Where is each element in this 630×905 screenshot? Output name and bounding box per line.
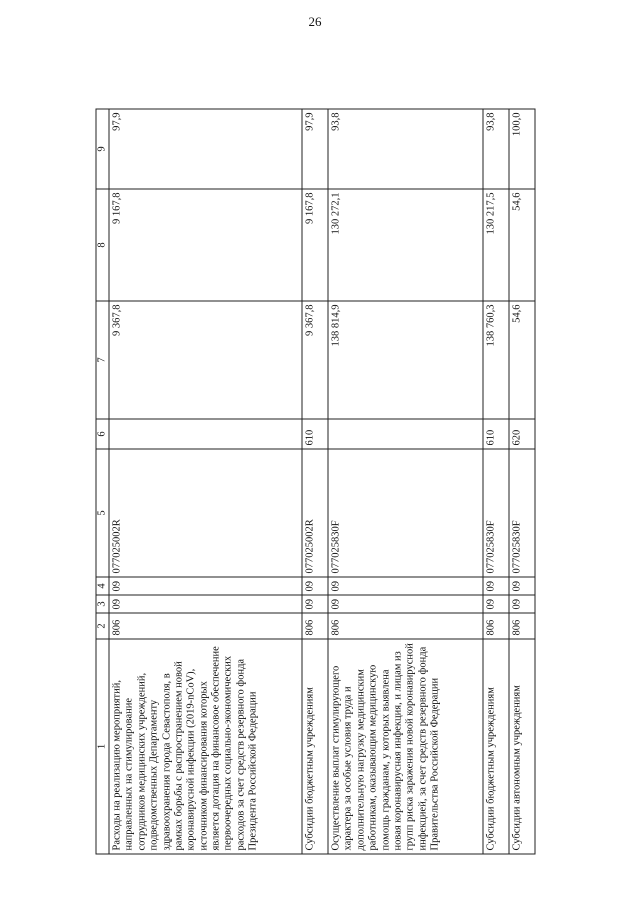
col-header: 7	[96, 301, 109, 419]
cell-percent: 100,0	[508, 109, 534, 189]
cell-target-code: 077025002R	[109, 449, 302, 577]
cell-actual: 130 272,1	[328, 189, 483, 301]
cell-plan: 9 367,8	[301, 301, 327, 419]
cell-percent: 97,9	[301, 109, 327, 189]
cell-target-code: 077025830F	[328, 449, 483, 577]
cell-section: 09	[301, 595, 327, 613]
cell-description: Субсидии автономным учреждениям	[508, 639, 534, 854]
cell-ministry: 806	[109, 613, 302, 639]
cell-percent: 97,9	[109, 109, 302, 189]
cell-expense-type	[109, 419, 302, 449]
cell-section: 09	[508, 595, 534, 613]
cell-expense-type: 620	[508, 419, 534, 449]
cell-target-code: 077025002R	[301, 449, 327, 577]
cell-section: 09	[482, 595, 508, 613]
cell-ministry: 806	[508, 613, 534, 639]
col-header: 3	[96, 595, 109, 613]
cell-actual: 54,6	[508, 189, 534, 301]
cell-target-code: 077025830F	[508, 449, 534, 577]
cell-subsection: 09	[109, 577, 302, 595]
cell-ministry: 806	[301, 613, 327, 639]
table-row	[482, 109, 508, 854]
col-header: 8	[96, 189, 109, 301]
header-row	[96, 109, 109, 854]
cell-description: Субсидии бюджетным учреждениям	[301, 639, 327, 854]
col-header: 2	[96, 613, 109, 639]
cell-section: 09	[109, 595, 302, 613]
cell-expense-type: 610	[482, 419, 508, 449]
col-header: 5	[96, 449, 109, 577]
cell-actual: 9 167,8	[109, 189, 302, 301]
cell-subsection: 09	[328, 577, 483, 595]
cell-plan: 9 367,8	[109, 301, 302, 419]
cell-description: Расходы на реализацию мероприятий, направленных на стимулирование сотрудников медицинских учреждений, подведомственных Департаменту здравоохранения города Севастополя, в рамках борьбы с распространением новой коронавирусной инфекции (2019-nCoV), источником финансирования которых является дотация на финансовое обеспечение первоочередных социально-экономических расходов за счет средств резервного фонда Президента Российской Федерации	[109, 639, 302, 854]
cell-plan: 54,6	[508, 301, 534, 419]
cell-subsection: 09	[508, 577, 534, 595]
cell-ministry: 806	[482, 613, 508, 639]
col-header: 9	[96, 109, 109, 189]
table-row	[301, 109, 327, 854]
cell-subsection: 09	[301, 577, 327, 595]
cell-description: Осуществление выплат стимулирующего характера за особые условия труда и дополнительную нагрузку медицинским работникам, оказывающим медицинскую помощь гражданам, у которых выявлена новая коронавирусная инфекция, и лицам из групп риска заражения новой коронавирусной инфекцией, за счет средств резервного фонда Правительства Российской Федерации	[328, 639, 483, 854]
cell-percent: 93,8	[482, 109, 508, 189]
cell-expense-type: 610	[301, 419, 327, 449]
cell-percent: 93,8	[328, 109, 483, 189]
cell-expense-type	[328, 419, 483, 449]
cell-ministry: 806	[328, 613, 483, 639]
rotated-table-sheet	[95, 110, 535, 855]
page-number: 26	[308, 14, 322, 29]
cell-target-code: 077025830F	[482, 449, 508, 577]
cell-section: 09	[328, 595, 483, 613]
cell-plan: 138 814,9	[328, 301, 483, 419]
table-row	[328, 109, 483, 854]
cell-actual: 9 167,8	[301, 189, 327, 301]
cell-plan: 138 760,3	[482, 301, 508, 419]
budget-table	[95, 109, 535, 855]
col-header: 1	[96, 639, 109, 854]
col-header: 6	[96, 419, 109, 449]
table-row	[109, 109, 302, 854]
table-row	[508, 109, 534, 854]
cell-subsection: 09	[482, 577, 508, 595]
cell-actual: 130 217,5	[482, 189, 508, 301]
cell-description: Субсидии бюджетным учреждениям	[482, 639, 508, 854]
col-header: 4	[96, 577, 109, 595]
